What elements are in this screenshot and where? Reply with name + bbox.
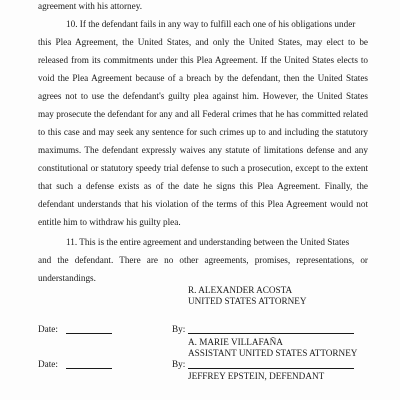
body-text-line: and the defendant. There are no other agreements, promises, representations, or [38, 255, 368, 265]
by-label: By: [172, 359, 186, 369]
body-text-line: agreement with his attorney. [38, 1, 143, 11]
body-text-line: to this case and may seek any sentence for such crimes up to and including the statutory [38, 127, 368, 137]
body-text-line: agrees not to use the defendant's guilty plea against him. However, the United States [38, 91, 368, 101]
signer-title: ASSISTANT UNITED STATES ATTORNEY [188, 348, 358, 358]
defendant-name: JEFFREY EPSTEIN, DEFENDANT [188, 371, 325, 381]
body-text-line: entitle him to withdraw his guilty plea. [38, 217, 181, 227]
signer-name: A. MARIE VILLAFAÑA [188, 337, 283, 347]
date-blank-line [66, 333, 112, 334]
signature-line [188, 368, 354, 369]
date-label: Date: [38, 359, 58, 369]
body-text-line: released from its commitments under this Plea Agreement. If the United States elects to [38, 55, 368, 65]
body-text-line: may prosecute the defendant for any and all Federal crimes that he has committed related [38, 109, 368, 119]
paragraph-10-first-line: 10. If the defendant fails in any way to fulfill each one of his obligations under [66, 19, 356, 29]
body-text-line: constitutional or statutory speedy trial defense to such a prosecution, except to the extent [38, 163, 368, 173]
body-text-line: void the Plea Agreement because of a breach by the defendant, then the United States [38, 73, 368, 83]
date-blank-line [66, 368, 112, 369]
signature-line [188, 333, 354, 334]
us-attorney-title: UNITED STATES ATTORNEY [188, 296, 307, 306]
body-text-line: that such a defense exists as of the date he signs this Plea Agreement. Finally, the [38, 181, 368, 191]
paragraph-11-first-line: 11. This is the entire agreement and understanding between the United States [66, 237, 350, 247]
date-label: Date: [38, 324, 58, 334]
body-text-line: this Plea Agreement, the United States, and only the United States, may elect to be [38, 37, 368, 47]
body-text-line: understandings. [38, 273, 96, 283]
body-text-line: maximums. The defendant expressly waives any statute of limitations defense and any [38, 145, 368, 155]
us-attorney-name: R. ALEXANDER ACOSTA [188, 285, 293, 295]
by-label: By: [172, 324, 186, 334]
body-text-line: defendant understands that his violation of the terms of this Plea Agreement would not [38, 199, 368, 209]
